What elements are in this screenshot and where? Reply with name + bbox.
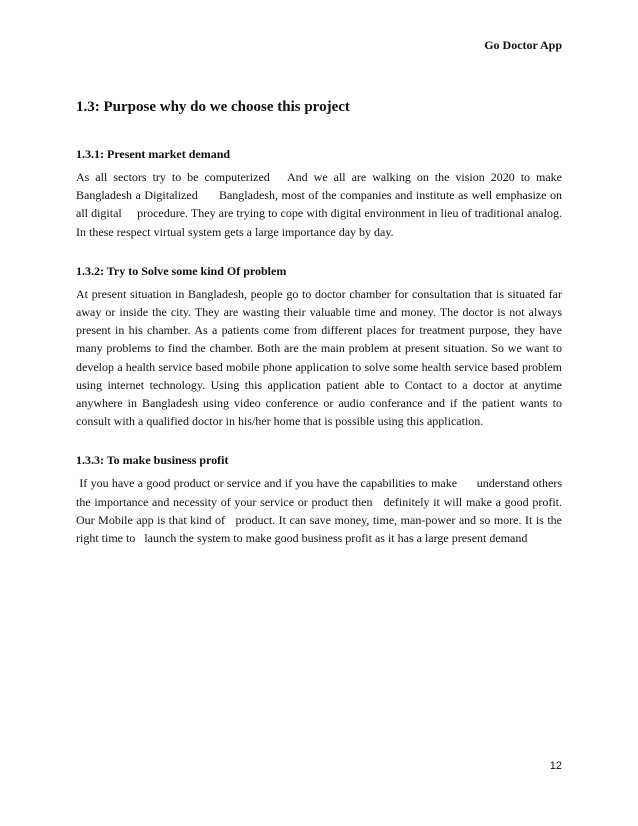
- subsection-market-demand: [76, 146, 565, 241]
- subsection-paragraph: If you have a good product or service and if you have the capabilities to make understand others the importance and necessity of your service or product then definitely it will make a good profit. Our Mobile app is that kind of product. It can save money, time, man-power and so more. It is the right time to launch the system to make good business profit as it has a large present demand: [76, 476, 566, 546]
- subsection-title: 1.3.2: Try to Solve some kind Of problem: [76, 263, 287, 278]
- subsection-business-profit: [76, 452, 566, 547]
- subsection-paragraph: As all sectors try to be computerized And we all are walking on the vision 2020 to make Bangladesh a Digitalized Bangladesh, most of the companies and institute as well emphasize on all digital procedure. They are trying to cope with digital environment in lieu of traditional analog. In these respect virtual system gets a large importance day by day.: [76, 170, 565, 239]
- subsection-paragraph: At present situation in Bangladesh, people go to doctor chamber for consultation that is situated far away or inside the city. They are wasting their valuable time and money. The doctor is not always present in his chamber. As a patients come from different places for treatment purpose, they have many problems to find the chamber. Both are the main problem at present situation. So we want to develop a health service based mobile phone application to solve some health service based problem using internet technology. Using this application patient able to Contact to a doctor at anytime anywhere in Bangladesh using video conference or audio conferance and if the patient wants to consult with a qualified doctor in his/her home that is possible using this application.: [76, 286, 565, 429]
- subsection-title: 1.3.1: Present market demand: [76, 147, 231, 161]
- page-number: 12: [549, 760, 562, 772]
- running-header: Go Doctor App: [484, 38, 562, 52]
- subsection-problem-solving: [76, 263, 565, 431]
- subsection-title: 1.3.3: To make business profit: [76, 453, 229, 468]
- page-content: [76, 98, 566, 569]
- section-title: 1.3: Purpose why do we choose this project: [76, 99, 350, 115]
